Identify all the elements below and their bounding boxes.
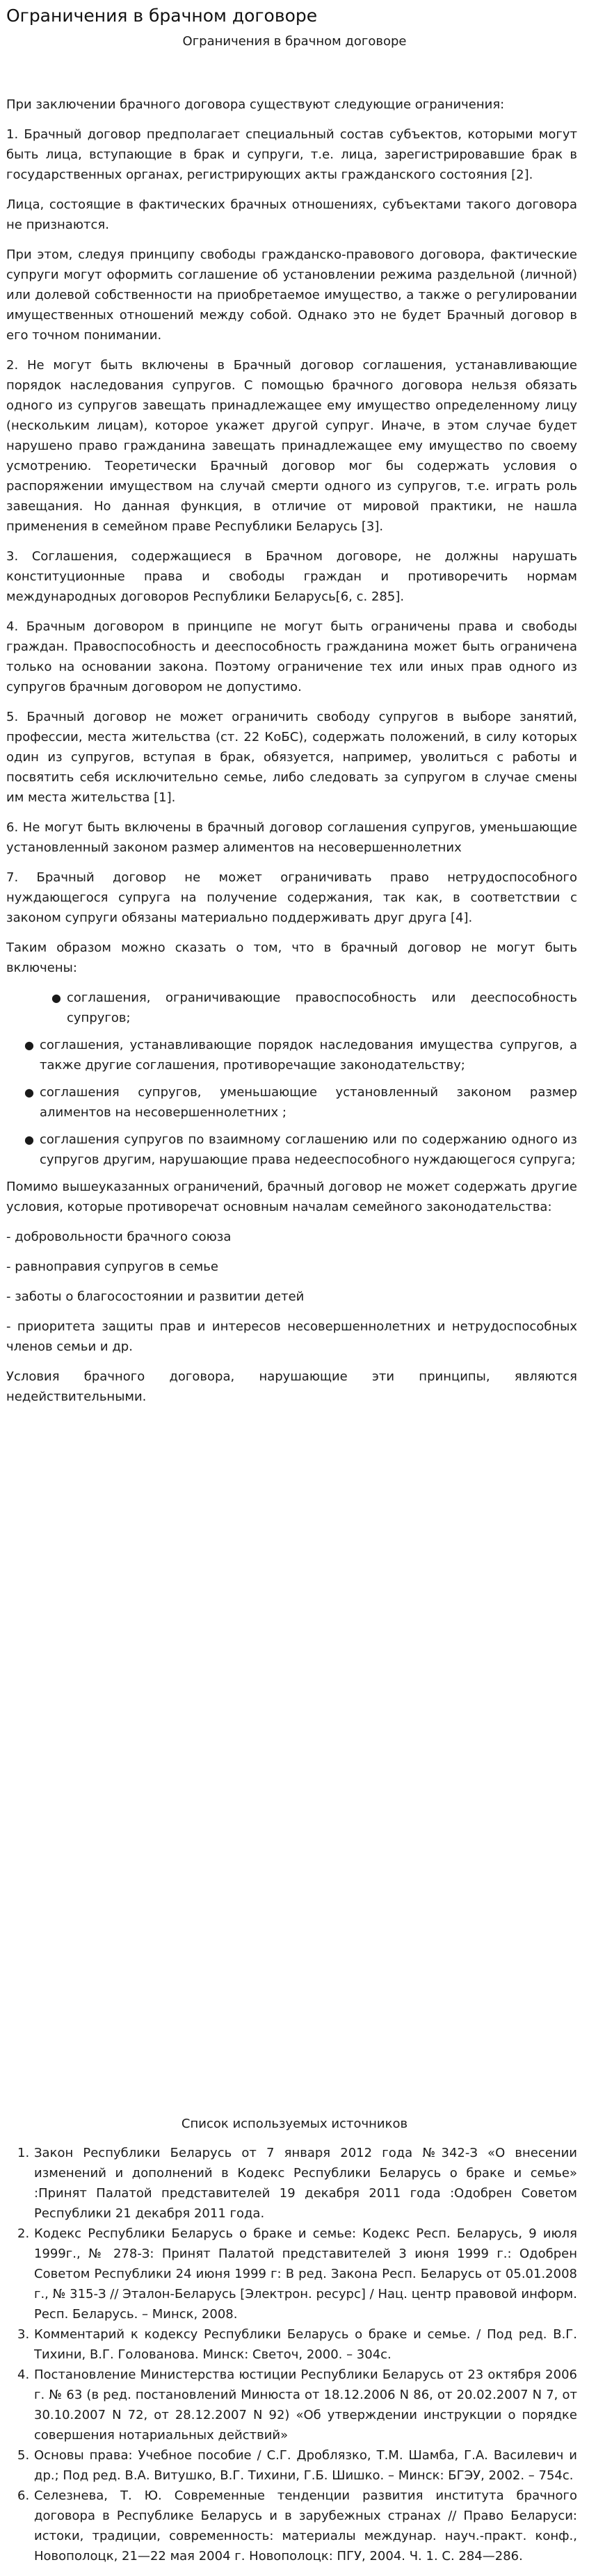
source-item bbox=[17, 2143, 577, 2224]
paragraph: 6. Не могут быть включены в брачный договор соглашения супругов, уменьшающие установленный законом размер алиментов на несовершеннолетних bbox=[6, 820, 577, 855]
source-item bbox=[17, 2365, 577, 2445]
source-item bbox=[17, 2486, 577, 2566]
list-item-text: соглашения супругов, уменьшающие установленный законом размер алиментов на несовершеннолетних ; bbox=[40, 1085, 577, 1120]
list-item-text: соглашения, ограничивающие правоспособность или дееспособность супругов; bbox=[67, 991, 577, 1025]
bullet-icon: ● bbox=[24, 1133, 34, 1146]
paragraph: Помимо вышеуказанных ограничений, брачный договор не может содержать другие условия, которые противоречат основным началам семейного законодательства: bbox=[6, 1180, 577, 1214]
list-item-text: соглашения супругов по взаимному соглашению или по содержанию одного из супругов другим, нарушающие права недееспособного нуждающегося супруга; bbox=[40, 1132, 577, 1167]
principle-item: - заботы о благосостоянии и развитии детей bbox=[6, 1289, 305, 1304]
source-number: 2. bbox=[17, 2226, 30, 2241]
paragraph: Лица, состоящие в фактических брачных отношениях, субъектами такого договора не признаются. bbox=[6, 197, 577, 232]
source-number: 6. bbox=[17, 2488, 30, 2503]
paragraph: При этом, следуя принципу свободы гражданско-правового договора, фактические супруги могут оформить соглашение об установлении режима раздельной (личной) или долевой собственности на приобретаемое имущество, а также о регулировании имущественных отношений между собой. Однако это не будет Брачный договор в его точном понимании. bbox=[6, 247, 577, 343]
list-item bbox=[24, 1130, 583, 1170]
list-item bbox=[51, 988, 583, 1028]
source-text: Кодекс Республики Беларусь о браке и семье: Кодекс Респ. Беларусь, 9 июля 1999г., № 278-З: Принят Палатой представителей 3 июня 1999 г.: Одобрен Советом Республики 24 июня 1999 г: В ред. Закона Респ. Беларусь от 05.01.2008 г., № 315-З // Эталон-Беларусь [Электрон. ресурс] / Нац. центр правовой информ. Респ. Беларусь. – Минск, 2008. bbox=[34, 2226, 577, 2322]
list-item bbox=[24, 1082, 583, 1123]
intro-paragraph: При заключении брачного договора существуют следующие ограничения: bbox=[6, 97, 505, 112]
page-title: Ограничения в брачном договоре bbox=[6, 6, 318, 26]
source-item bbox=[17, 2324, 577, 2365]
source-text: Закон Республики Беларусь от 7 января 2012 года №342-З «О внесении изменений и дополнений в Кодекс Республики Беларусь о браке и семье» :Принят Палатой представителей 19 декабря 2011 года :Одобрен Советом Республики 21 декабря 2011 года. bbox=[34, 2146, 577, 2221]
paragraph: 2. Не могут быть включены в Брачный договор соглашения, устанавливающие порядок наследования супругов. С помощью брачного договора нельзя обязать одного из супругов завещать принадлежащее ему имущество определенному лицу (нескольким лицам), которое укажет другой супруг. Иначе, в этом случае будет нарушено право гражданина завещать принадлежащее ему имущество по своему усмотрению. Теоретически Брачный договор мог бы содержать условия о распоряжении имуществом на случай смерти одного из супругов, т.е. играть роль завещания. Но данная функция, в отличие от мировой практики, не нашла применения в семейном праве Республики Беларусь [3]. bbox=[6, 358, 577, 534]
bullet-icon: ● bbox=[51, 991, 61, 1004]
sources-heading: Список используемых источников bbox=[181, 2117, 408, 2131]
source-item bbox=[17, 2445, 577, 2486]
paragraph: 3. Соглашения, содержащиеся в Брачном договоре, не должны нарушать конституционные права и свободы граждан и противоречить нормам международных договоров Республики Беларусь[6, с. 285]. bbox=[6, 549, 577, 604]
paragraph: 5. Брачный договор не может ограничить свободу супругов в выборе занятий, профессии, места жительства (ст. 22 КоБС), содержать положений, в силу которых один из супругов, вступая в брак, обязуется, например, уволиться с работы и посвятить себя исключительно семье, либо следовать за супругом в случае смены им места жительства [1]. bbox=[6, 710, 577, 805]
source-text: Постановление Министерства юстиции Республики Беларусь от 23 октября 2006 г. № 63 (в ред. постановлений Минюста от 18.12.2006 N 86, от 20.02.2007 N 7, от 30.10.2007 N 72, от 28.12.2007 N 92) «Об утверждении инструкции о порядке совершения нотариальных действий» bbox=[34, 2367, 577, 2443]
paragraph: Таким образом можно сказать о том, что в брачный договор не могут быть включены: bbox=[6, 940, 577, 975]
bullet-icon: ● bbox=[24, 1086, 34, 1099]
list-item-text: соглашения, устанавливающие порядок наследования имущества супругов, а также другие соглашения, противоречащие законодательству; bbox=[40, 1038, 577, 1073]
source-item bbox=[17, 2224, 577, 2324]
principle-item: - приоритета защиты прав и интересов несовершеннолетних и нетрудоспособных членов семьи и др. bbox=[6, 1319, 577, 1354]
list-item bbox=[24, 1035, 583, 1075]
source-number: 3. bbox=[17, 2327, 30, 2342]
source-number: 4. bbox=[17, 2367, 30, 2382]
paragraph: 7. Брачный договор не может ограничивать право нетрудоспособного нуждающегося супруга на получение содержания, так как, в соответствии с законом супруги обязаны материально поддерживать друг друга [4]. bbox=[6, 870, 577, 925]
paragraph: 1. Брачный договор предполагает специальный состав субъектов, которыми могут быть лица, вступающие в брак и супруги, т.е. лица, зарегистрировавшие брак в государственных органах, регистрирующих акты гражданского состояния [2]. bbox=[6, 127, 577, 182]
source-text: Селезнева, Т. Ю. Современные тенденции развития института брачного договора в Республике Беларусь и в зарубежных странах // Право Беларуси: истоки, традиции, современность: материалы междунар. науч.-практ. конф., Новополоцк, 21—22 мая 2004 г. Новополоцк: ПГУ, 2004. Ч. 1. С. 284—286. bbox=[34, 2488, 577, 2563]
sources-list bbox=[0, 2143, 589, 2566]
document-subtitle: Ограничения в брачном договоре bbox=[182, 34, 407, 49]
source-number: 5. bbox=[17, 2448, 30, 2463]
source-text: Основы права: Учебное пособие / С.Г. Дроблязко, Т.М. Шамба, Г.А. Василевич и др.; Под ред. В.А. Витушко, В.Г. Тихини, Г.Б. Шишко. – Минск: БГЭУ, 2002. – 754с. bbox=[34, 2448, 577, 2483]
paragraph: 4. Брачным договором в принципе не могут быть ограничены права и свободы граждан. Правоспособность и дееспособность гражданина может быть ограничена только на основании закона. Поэтому ограничение тех или иных прав одного из супругов брачным договором не допустимо. bbox=[6, 619, 577, 694]
paragraph: Условия брачного договора, нарушающие эти принципы, являются недействительными. bbox=[6, 1369, 577, 1404]
source-text: Комментарий к кодексу Республики Беларусь о браке и семье. / Под ред. В.Г. Тихини, В.Г. Голованова. Минск: Светоч, 2000. – 304с. bbox=[34, 2327, 577, 2362]
principle-item: - добровольности брачного союза bbox=[6, 1230, 232, 1244]
document-body bbox=[6, 95, 583, 1407]
source-number: 1. bbox=[17, 2146, 30, 2160]
restrictions-list bbox=[6, 988, 583, 1170]
bullet-icon: ● bbox=[24, 1038, 34, 1052]
principle-item: - равноправия супругов в семье bbox=[6, 1260, 218, 1274]
